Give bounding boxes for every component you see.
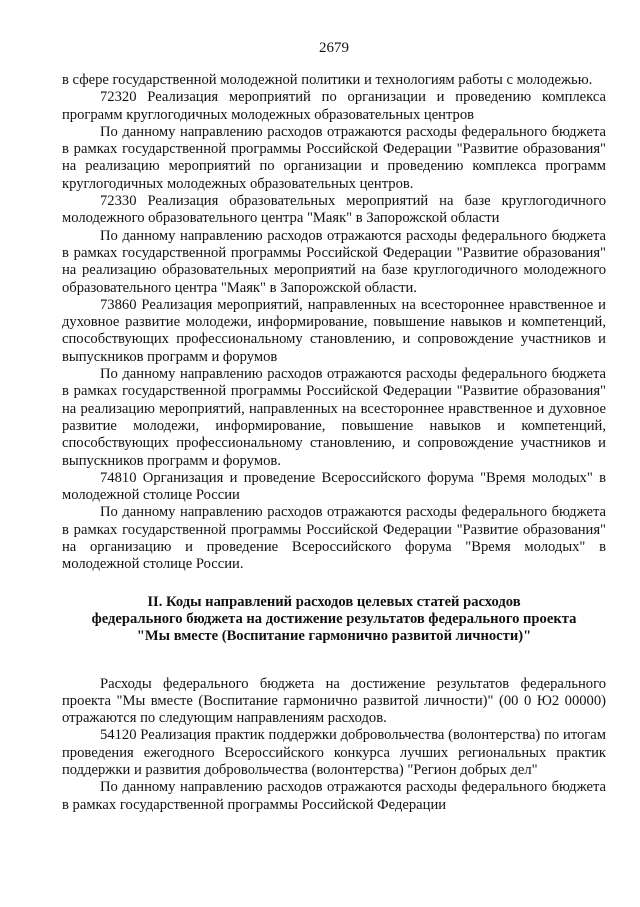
section-heading-line: II. Коды направлений расходов целевых статей расходов xyxy=(147,593,521,610)
paragraph-description: По данному направлению расходов отражаются расходы федерального бюджета в рамках государственной программы Российской Федерации "Развитие образования" на организацию и проведение Всероссийского форума "Время молодых" в молодежной столице России. xyxy=(62,504,606,573)
paragraph-code-72320: 72320 Реализация мероприятий по организации и проведению комплекса программ круглогодичных молодежных образовательных центров xyxy=(62,89,606,123)
paragraph-code-54120: 54120 Реализация практик поддержки добровольчества (волонтерства) по итогам проведения ежегодного Всероссийского конкурса лучших региональных практик поддержки и развития добровольчества (волонтерства) "Регион добрых дел" xyxy=(62,727,606,778)
paragraph-description: По данному направлению расходов отражаются расходы федерального бюджета в рамках государственной программы Российской Федерации "Развитие образования" на реализацию образовательных мероприятий на базе круглогодичного молодежного образовательного центра "Маяк" в Запорожской области. xyxy=(62,227,606,296)
section-heading-line: "Мы вместе (Воспитание гармонично развитой личности)" xyxy=(136,628,532,645)
section-heading xyxy=(62,594,606,646)
paragraph-code-72330: 72330 Реализация образовательных мероприятий на базе круглогодичного молодежного образовательного центра "Маяк" в Запорожской области xyxy=(62,193,606,227)
page-number: 2679 xyxy=(319,40,349,56)
body-top xyxy=(62,72,606,574)
paragraph-description: По данному направлению расходов отражаются расходы федерального бюджета в рамках государственной программы Российской Федерации "Развитие образования" на реализацию мероприятий по организации и проведению комплекса программ круглогодичных молодежных образовательных центров. xyxy=(62,123,606,192)
paragraph-code-73860: 73860 Реализация мероприятий, направленных на всестороннее нравственное и духовное развитие молодежи, информирование, повышение навыков и компетенций, способствующих профессиональному становлению, и сопровождение участников и выпускников программ и форумов xyxy=(62,296,606,365)
body-bottom xyxy=(62,676,606,814)
spacer xyxy=(62,574,606,594)
spacer xyxy=(62,646,606,676)
paragraph-continuation: в сфере государственной молодежной политики и технологиям работы с молодежью. xyxy=(62,72,593,88)
paragraph-code-74810: 74810 Организация и проведение Всероссийского форума "Время молодых" в молодежной столице России xyxy=(62,469,606,504)
paragraph-description: По данному направлению расходов отражаются расходы федерального бюджета в рамках государственной программы Российской Федерации "Развитие образования" на реализацию мероприятий, направленных на всестороннее нравственное и духовное развитие молодежи, информирование, повышение навыков и компетенций, способствующих профессиональному становлению, и сопровождение участников и выпускников программ и форумов. xyxy=(62,366,606,469)
paragraph-intro: Расходы федерального бюджета на достижение результатов федерального проекта "Мы вместе (Воспитание гармонично развитой личности)" (00 0 Ю2 00000) отражаются по следующим направлениям расходов. xyxy=(62,675,606,727)
section-heading-line: федерального бюджета на достижение результатов федерального проекта xyxy=(91,610,577,627)
paragraph-description: По данному направлению расходов отражаются расходы федерального бюджета в рамках государственной программы Российской Федерации xyxy=(62,779,606,813)
